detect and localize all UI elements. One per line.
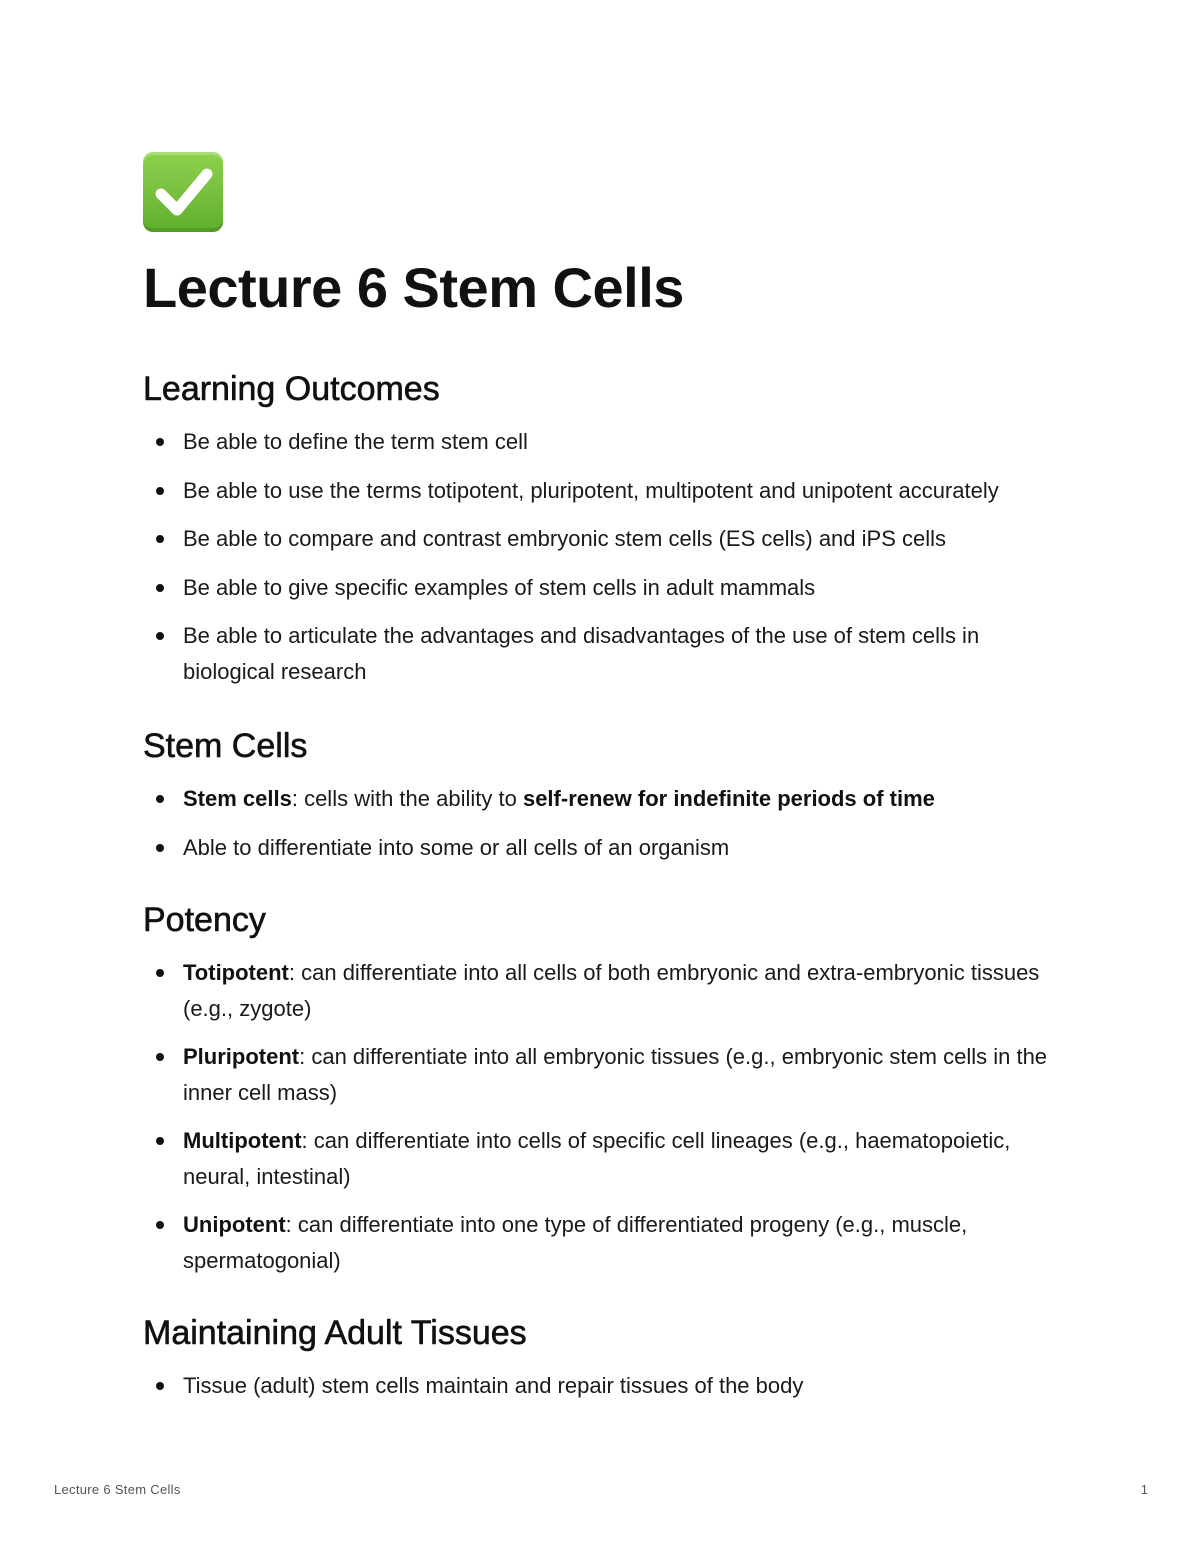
section-potency <box>143 899 1063 1278</box>
bullet-icon <box>156 487 164 495</box>
bullet-icon <box>156 1137 164 1145</box>
list-item: Multipotent: can differentiate into cells of specific cell lineages (e.g., haematopoietic, neural, intestinal) <box>143 1123 1063 1194</box>
section-learning-outcomes <box>143 368 1063 689</box>
term-label: Stem cells <box>183 786 292 811</box>
term-label: Multipotent <box>183 1128 302 1153</box>
footer-title: Lecture 6 Stem Cells <box>54 1482 181 1497</box>
list-item: Tissue (adult) stem cells maintain and repair tissues of the body <box>143 1368 1063 1404</box>
bullet-icon <box>156 969 164 977</box>
page-content <box>143 152 1063 1417</box>
list-item: Pluripotent: can differentiate into all embryonic tissues (e.g., embryonic stem cells in the inner cell mass) <box>143 1039 1063 1110</box>
bullet-list <box>143 1368 1063 1404</box>
list-item: Be able to define the term stem cell <box>143 424 1063 460</box>
section-heading: Learning Outcomes <box>143 370 440 408</box>
checkmark-glyph <box>151 160 215 224</box>
bullet-icon <box>156 584 164 592</box>
section-stem-cells <box>143 725 1063 865</box>
check-mark-button-icon <box>143 152 223 232</box>
bullet-list <box>143 424 1063 689</box>
list-item: Totipotent: can differentiate into all cells of both embryonic and extra-embryonic tissues (e.g., zygote) <box>143 955 1063 1026</box>
bullet-icon <box>156 1382 164 1390</box>
section-heading: Maintaining Adult Tissues <box>143 1314 527 1352</box>
emphasis-text: self-renew for indefinite periods of time <box>522 786 935 811</box>
list-item: Able to differentiate into some or all cells of an organism <box>143 830 1063 866</box>
list-item: Be able to articulate the advantages and disadvantages of the use of stem cells in biological research <box>143 618 1063 689</box>
section-heading: Stem Cells <box>143 727 308 765</box>
list-item: Be able to use the terms totipotent, pluripotent, multipotent and unipotent accurately <box>143 473 1063 509</box>
list-item: Be able to give specific examples of stem cells in adult mammals <box>143 570 1063 606</box>
list-item: Stem cells: cells with the ability to self-renew for indefinite periods of time <box>143 781 1063 817</box>
bullet-icon <box>156 438 164 446</box>
section-maintaining-adult-tissues <box>143 1312 1063 1404</box>
bullet-icon <box>156 535 164 543</box>
bullet-icon <box>156 632 164 640</box>
bullet-list <box>143 781 1063 865</box>
section-heading: Potency <box>143 901 266 939</box>
bullet-icon <box>156 1053 164 1061</box>
list-item: Be able to compare and contrast embryonic stem cells (ES cells) and iPS cells <box>143 521 1063 557</box>
page-number: 1 <box>1140 1482 1148 1497</box>
page-title: Lecture 6 Stem Cells <box>143 256 684 319</box>
term-label: Totipotent <box>183 960 289 985</box>
bullet-list <box>143 955 1063 1278</box>
bullet-icon <box>156 844 164 852</box>
term-label: Pluripotent <box>183 1044 300 1069</box>
list-item: Unipotent: can differentiate into one type of differentiated progeny (e.g., muscle, spermatogonial) <box>143 1207 1063 1278</box>
bullet-icon <box>156 1221 164 1229</box>
bullet-icon <box>156 795 164 803</box>
term-label: Unipotent <box>183 1212 286 1237</box>
